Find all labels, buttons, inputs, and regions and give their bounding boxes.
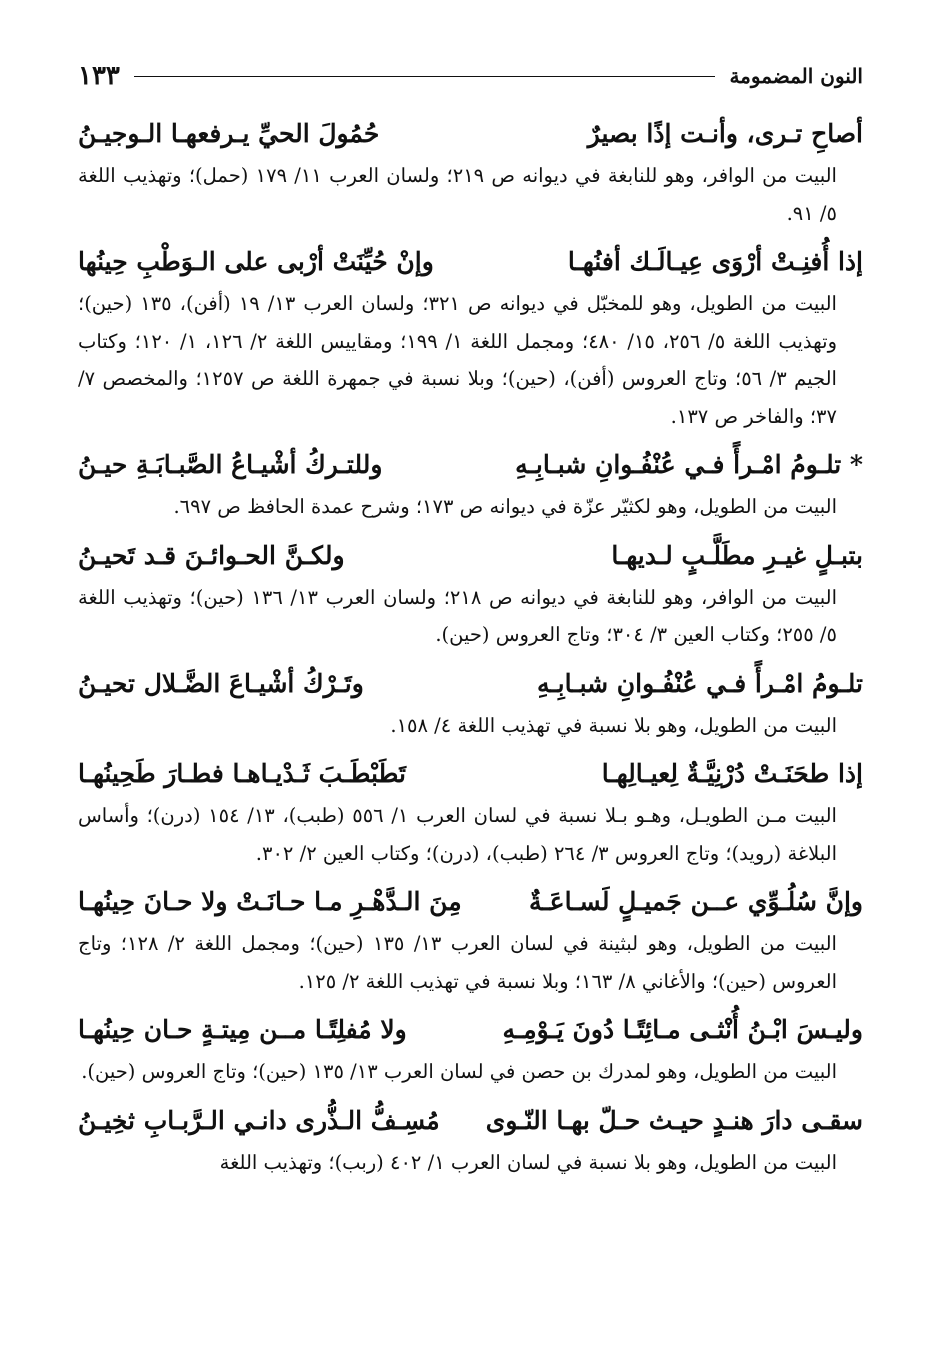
verse-entry bbox=[78, 238, 863, 435]
verse-note: البيت من الطويل، وهو لكثيّر عزّة في ديوانه ص ١٧٣؛ وشرح عمدة الحافظ ص ٦٩٧. bbox=[173, 495, 837, 518]
verse-entry bbox=[78, 750, 863, 872]
verse-first-hemistich: أصاحِ تـرى، وأنـت إذًا بصيرٌ bbox=[587, 119, 863, 148]
verse-second-hemistich: وإنْ حُيِّنَتْ أرْبى على الـوَطْبِ حِينُها bbox=[78, 247, 434, 276]
page-number: ١٣٣ bbox=[78, 61, 120, 91]
verse-line bbox=[78, 1006, 863, 1053]
verse-second-hemistich: حُمُولَ الحيِّ يـرفعهـا الـوجيـنُ bbox=[78, 119, 380, 148]
verse-entry bbox=[78, 110, 863, 232]
verse-first-hemistich: تلـومُ امْـرأً فـي عُنْفُـوانِ شبـابِـهِ bbox=[536, 668, 863, 698]
verse-line bbox=[78, 878, 863, 925]
verse-entry bbox=[78, 1006, 863, 1091]
verse-entry bbox=[78, 660, 863, 745]
verse-note: البيت من الطويل، وهو لمدرك بن حصن في لسان العرب ١٣/ ١٣٥ (حين)؛ وتاج العروس (حين). bbox=[81, 1060, 837, 1083]
running-header bbox=[78, 58, 863, 94]
verse-line bbox=[78, 238, 863, 285]
verse-note: البيت من الطويل، وهو للمخبّل في ديوانه ص ٣٢١؛ ولسان العرب ١٣/ ١٩ (أفن)، ١٣٥ (حين)؛ وتهذيب اللغة ٥/ ٢٥٦، ١٥/ ٤٨٠؛ ومجمل اللغة ١/ ١٩٩؛ ومقاييس اللغة ٢/ ١٢٦، ١/ ١٢٠؛ وكتاب الجيم ٣/ ٥٦؛ وتاج العروس (أفن)، (حين)؛ وبلا نسبة في جمهرة اللغة ص ١٢٥٧؛ والمخصص ٧/ ٣٧؛ والفاخر ص ١٣٧. bbox=[78, 292, 837, 428]
verse-entry bbox=[78, 532, 863, 654]
verse-list bbox=[78, 110, 863, 1181]
header-rule bbox=[134, 76, 716, 77]
verse-entry bbox=[78, 878, 863, 1000]
verse-second-hemistich: تَطَبْطَـبَ ثَـدْيـاهـا فطـارَ طَحِينُهـا bbox=[78, 759, 406, 788]
verse-line bbox=[78, 441, 863, 488]
verse-note: البيت من الطويل، وهو بلا نسبة في تهذيب اللغة ٤/ ١٥٨. bbox=[390, 713, 837, 737]
verse-second-hemistich: وتَـرْكُ أشْيـاعَ الضَّـلال تحيـنُ bbox=[78, 668, 364, 698]
verse-first-hemistich: * تلـومُ امْـرأً فـي عُنْفُـوانِ شبـابِـهِ bbox=[515, 450, 863, 479]
verse-first-hemistich: وليـسَ ابْـنُ أُنْثـى مـائِتًـا دُونَ يَـوْمِـهِ bbox=[502, 1015, 863, 1044]
verse-line bbox=[78, 110, 863, 157]
verse-second-hemistich: ولكـنَّ الحـوائـنَ قـد تَحيـنُ bbox=[78, 540, 345, 570]
verse-note: البيت من الوافر، وهو للنابغة في ديوانه ص ٢١٩؛ ولسان العرب ١١/ ١٧٩ (حمل)؛ وتهذيب اللغة ٥/ ٩١. bbox=[78, 164, 837, 225]
verse-first-hemistich: سقـى دارَ هنـدٍ حيـث حـلّ بهـا النّـوى bbox=[485, 1105, 863, 1135]
verse-second-hemistich: مِنَ الـدَّهْـرِ مـا حـانَـتْ ولا حـانَ حِينُهـا bbox=[78, 887, 462, 916]
verse-note: البيت مـن الطويـل، وهـو بـلا نسبة في لسان العرب ١/ ٥٥٦ (طبب)، ١٣/ ١٥٤ (درن)؛ وأساس البلاغة (رويد)؛ وتاج العروس ٣/ ٢٦٤ (طبب)، (درن)؛ وكتاب العين ٢/ ٣٠٢. bbox=[78, 804, 837, 865]
section-title: النون المضمومة bbox=[729, 64, 863, 88]
verse-entry bbox=[78, 441, 863, 526]
verse-first-hemistich: بتبـلٍ غيـرِ مطَلَّـبٍ لـديهـا bbox=[611, 540, 863, 570]
verse-first-hemistich: إذا طحَنَـتْ دُرْنِيَّـةٌ لِعيـالِهـا bbox=[601, 759, 863, 788]
verse-first-hemistich: وإنَّ سُلُـوِّي عــن جَميـلٍ لَسـاعَـةٌ bbox=[528, 887, 863, 916]
verse-first-hemistich: إذا أُفنِـتْ أرْوَى عِيـالَـك أفنُهـا bbox=[567, 247, 863, 276]
verse-line bbox=[78, 660, 863, 707]
verse-line bbox=[78, 750, 863, 797]
verse-second-hemistich: ولا مُفلِتًـا مــن مِيتـةٍ حـان حِينُهـا bbox=[78, 1015, 407, 1044]
verse-note: البيت من الطويل، وهو بلا نسبة في لسان العرب ١/ ٤٠٢ (ربب)؛ وتهذيب اللغة bbox=[219, 1150, 837, 1174]
verse-note: البيت من الوافر، وهو للنابغة في ديوانه ص ٢١٨؛ ولسان العرب ١٣/ ١٣٦ (حين)؛ وتهذيب اللغة ٥/ ٢٥٥؛ وكتاب العين ٣/ ٣٠٤؛ وتاج العروس (حين). bbox=[78, 585, 837, 646]
verse-line bbox=[78, 532, 863, 579]
verse-line bbox=[78, 1097, 863, 1144]
verse-second-hemistich: وللتـركُ أشْيـاعُ الصَّبـابَـةِ حيـنُ bbox=[78, 450, 383, 479]
verse-entry bbox=[78, 1097, 863, 1182]
verse-note: البيت من الطويل، وهو لبثينة في لسان العرب ١٣/ ١٣٥ (حين)؛ ومجمل اللغة ٢/ ١٢٨؛ وتاج العروس (حين)؛ والأغاني ٨/ ١٦٣؛ وبلا نسبة في تهذيب اللغة ٢/ ١٢٥. bbox=[78, 932, 837, 993]
verse-second-hemistich: مُسِـفُّ الـذُّرى دانـي الـرَّبـابِ ثخِيـنُ bbox=[78, 1105, 440, 1135]
